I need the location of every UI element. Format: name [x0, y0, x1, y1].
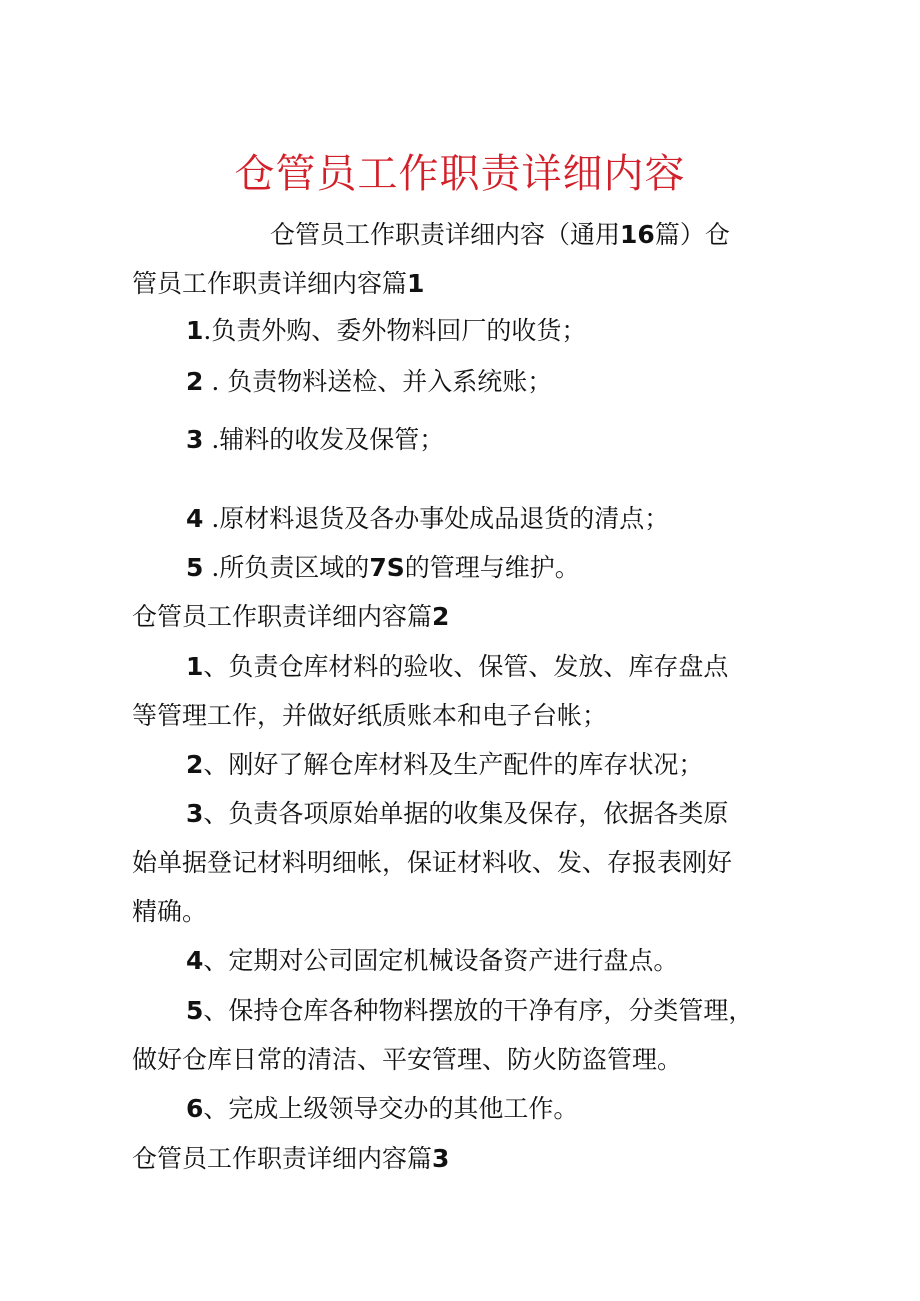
document-title: 仓管员工作职责详细内容	[234, 151, 686, 197]
list-item-number: 1	[186, 316, 204, 345]
paragraph-line: 做好仓库日常的清洁、平安管理、防火防盗管理。	[132, 1045, 683, 1074]
paragraph-line: 1、负责仓库材料的验收、保管、发放、库存盘点	[186, 652, 729, 681]
paragraph-line: 6、完成上级领导交办的其他工作。	[186, 1094, 579, 1123]
paragraph-line: 5、保持仓库各种物料摆放的干净有序，分类管理，	[186, 996, 754, 1025]
paragraph-line: 4、定期对公司固定机械设备资产进行盘点。	[186, 946, 679, 975]
list-item-text: . 负责物料送检、并入系统账；	[203, 367, 553, 396]
list-item	[186, 502, 669, 536]
section-heading: 仓管员工作职责详细内容篇3	[132, 1144, 450, 1173]
list-item	[186, 551, 580, 585]
list-item	[186, 423, 444, 457]
list-item-number: 5	[186, 553, 204, 582]
list-item-number: 2	[186, 367, 204, 396]
list-item-text: .辅料的收发及保管；	[203, 425, 445, 454]
list-item-text: .所负责区域的7S的管理与维护。	[203, 553, 580, 582]
paragraph-line: 3、负责各项原始单据的收集及保存，依据各类原	[186, 799, 729, 828]
paragraph-line: 精确。	[132, 897, 208, 926]
paragraph-line: 2、刚好了解仓库材料及生产配件的库存状况；	[186, 750, 704, 779]
paragraph-line: 等管理工作，并做好纸质账本和电子台帐；	[132, 701, 608, 730]
list-item-text: .负责外购、委外物料回厂的收货；	[203, 316, 587, 345]
list-item	[186, 314, 586, 348]
paragraph-line: 始单据登记材料明细帐，保证材料收、发、存报表刚好	[132, 848, 733, 877]
intro-line-1: 仓管员工作职责详细内容（通用16篇）仓	[270, 220, 730, 249]
intro-line-2: 管员工作职责详细内容篇1	[132, 269, 425, 298]
list-item-number: 4	[186, 504, 204, 533]
list-item-text: .原材料退货及各办事处成品退货的清点；	[203, 504, 670, 533]
section-heading: 仓管员工作职责详细内容篇2	[132, 602, 450, 631]
list-item	[186, 365, 552, 399]
list-item-number: 3	[186, 425, 204, 454]
